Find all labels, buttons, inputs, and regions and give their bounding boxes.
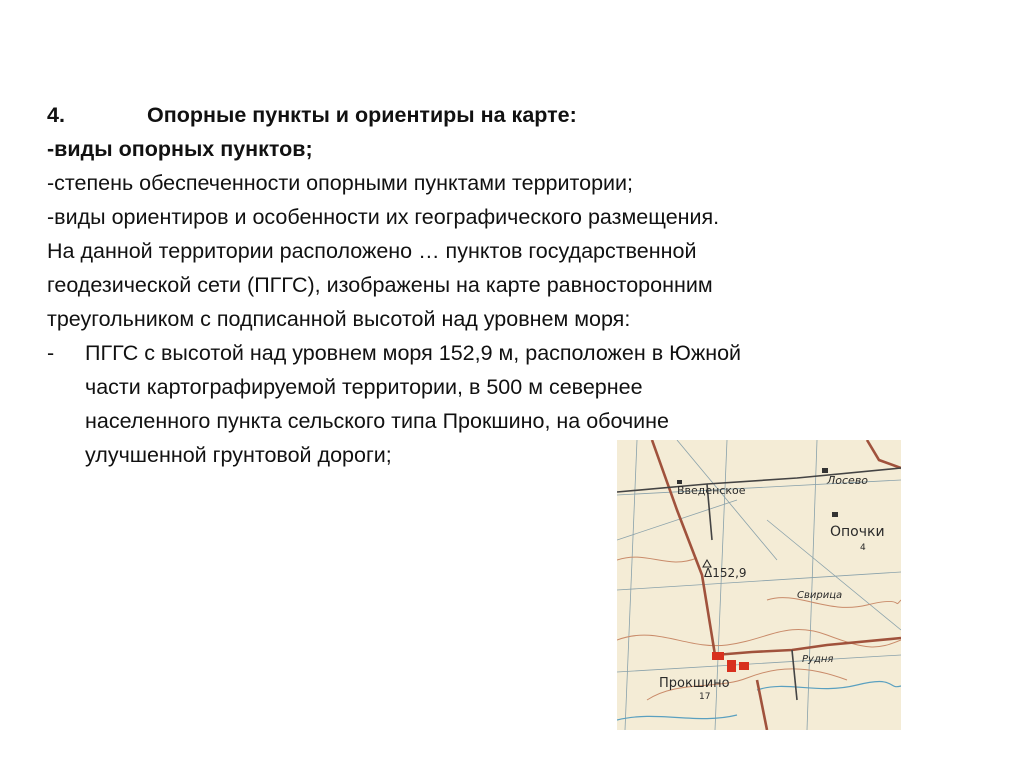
map-label-rudnya: Рудня [802,654,834,665]
bullet-line-1: ПГГС с высотой над уровнем моря 152,9 м, расположен в Южной [85,341,742,365]
line-landmarks: -виды ориентиров и особенности их географического размещения. [47,205,720,229]
map-fragment [617,440,901,730]
map-label-svirica: Свирица [797,590,843,601]
bullet-mark: - [47,341,55,365]
map-dirt-roads [617,468,901,700]
line-territory-3: треугольником с подписанной высотой над уровнем моря: [47,307,631,331]
map-label-opochki-number: 4 [860,543,866,553]
line-territory-1: На данной территории расположено … пунктов государственной [47,239,697,263]
line-support-types: -виды опорных пунктов; [47,137,313,161]
map-label-vvedenskoe: Введенское [677,484,746,497]
map-label-height: Δ152,9 [704,566,747,580]
bullet-line-3: населенного пункта сельского типа Прокшино, на обочине [85,409,670,433]
line-coverage: -степень обеспеченности опорными пунктами территории; [47,171,634,195]
map-label-prokshino-number: 17 [699,692,711,702]
bullet-line-4: улучшенной грунтовой дороги; [85,443,392,467]
heading-title: Опорные пункты и ориентиры на карте: [147,103,577,127]
map-label-prokshino: Прокшино [659,676,730,691]
slide-text [47,98,977,472]
bullet-line-2: части картографируемой территории, в 500 м севернее [85,375,643,399]
map-label-opochki: Опочки [830,524,885,540]
line-territory-2: геодезической сети (ПГГС), изображены на карте равносторонним [47,273,713,297]
map-label-losevo: Лосево [827,474,869,487]
heading-number: 4. [47,103,65,127]
heading [47,98,977,132]
